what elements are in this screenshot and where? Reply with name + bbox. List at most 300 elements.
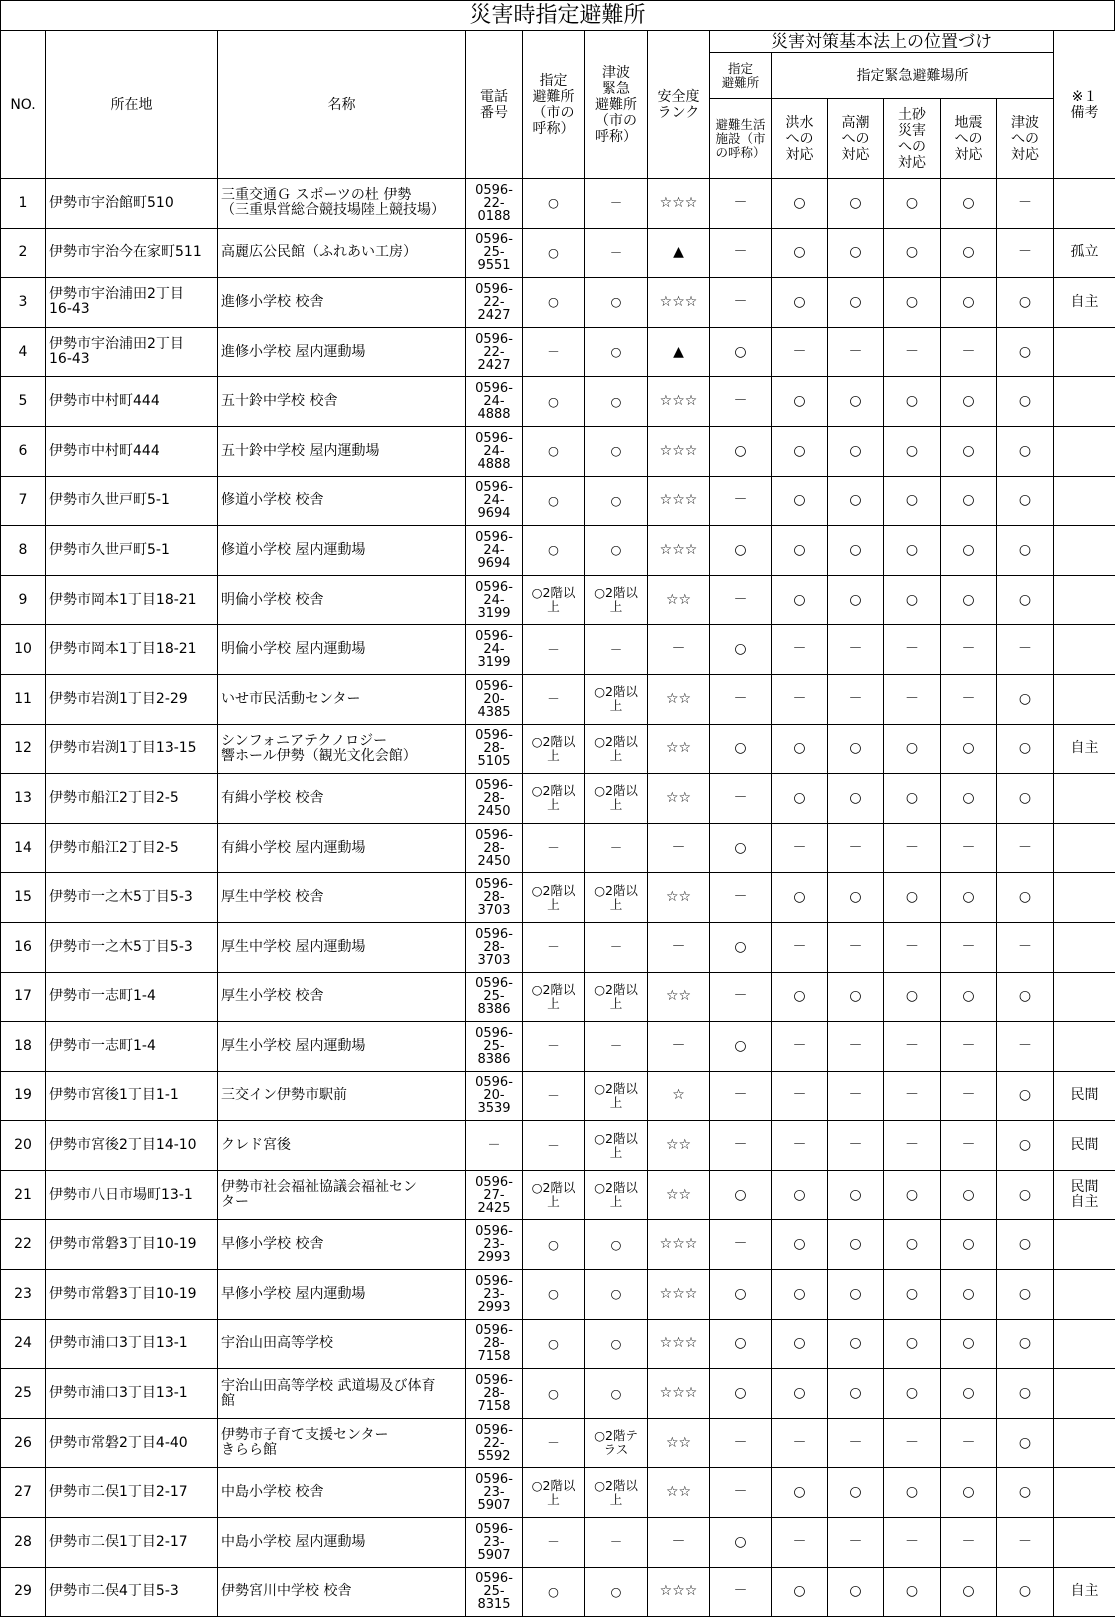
- cell-storm-surge: －: [828, 674, 884, 724]
- cell-no: 29: [1, 1567, 46, 1617]
- cell-flood: ○: [772, 1270, 828, 1320]
- cell-remarks: [1054, 476, 1115, 526]
- header-address: 所在地: [46, 31, 218, 179]
- cell-no: 25: [1, 1369, 46, 1419]
- cell-safety-rank: ☆☆☆: [648, 1319, 710, 1369]
- page-title: 災害時指定避難所: [0, 0, 1115, 30]
- cell-earthquake: ○: [941, 1468, 997, 1518]
- header-flood: 洪水 への 対応: [772, 99, 828, 179]
- cell-tsunami-shelter: ○2階以 上: [585, 1170, 648, 1220]
- cell-earthquake: ○: [941, 1270, 997, 1320]
- cell-living-facility: ○: [710, 1319, 772, 1369]
- cell-safety-rank: ☆☆: [648, 1418, 710, 1468]
- header-phone: 電話 番号: [466, 31, 523, 179]
- cell-safety-rank: －: [648, 625, 710, 675]
- cell-no: 2: [1, 228, 46, 278]
- table-row: [1, 575, 1115, 625]
- cell-no: 8: [1, 526, 46, 576]
- table-row: [1, 476, 1115, 526]
- cell-designated: ○2階以 上: [523, 724, 585, 774]
- cell-flood: －: [772, 1518, 828, 1568]
- cell-safety-rank: ☆☆: [648, 575, 710, 625]
- cell-flood: －: [772, 1022, 828, 1072]
- header-name: 名称: [218, 31, 466, 179]
- cell-tsunami-shelter: ○: [585, 327, 648, 377]
- cell-tsunami-response: ○: [997, 1220, 1054, 1270]
- cell-name: 修道小学校 屋内運動場: [218, 526, 466, 576]
- cell-storm-surge: ○: [828, 228, 884, 278]
- cell-earthquake: ○: [941, 724, 997, 774]
- cell-designated: －: [523, 1022, 585, 1072]
- cell-living-facility: ○: [710, 1022, 772, 1072]
- cell-designated: ○: [523, 228, 585, 278]
- table-row: [1, 1518, 1115, 1568]
- cell-flood: ○: [772, 575, 828, 625]
- cell-safety-rank: ▲: [648, 327, 710, 377]
- table-row: [1, 823, 1115, 873]
- cell-storm-surge: ○: [828, 774, 884, 824]
- cell-name: 進修小学校 校舎: [218, 278, 466, 328]
- cell-storm-surge: －: [828, 625, 884, 675]
- cell-living-facility: －: [710, 873, 772, 923]
- header-storm-surge: 高潮 への 対応: [828, 99, 884, 179]
- cell-living-facility: ○: [710, 426, 772, 476]
- cell-tsunami-response: ○: [997, 1170, 1054, 1220]
- cell-tsunami-shelter: －: [585, 625, 648, 675]
- cell-tsunami-response: ○: [997, 278, 1054, 328]
- cell-tsunami-shelter: ○2階以 上: [585, 1468, 648, 1518]
- cell-address: 伊勢市宮後2丁目14-10: [46, 1121, 218, 1171]
- cell-earthquake: ○: [941, 1567, 997, 1617]
- cell-remarks: [1054, 1518, 1115, 1568]
- cell-phone: 0596- 22- 2427: [466, 278, 523, 328]
- table-row: [1, 426, 1115, 476]
- cell-storm-surge: ○: [828, 377, 884, 427]
- cell-designated: ○: [523, 377, 585, 427]
- table-header: [1, 31, 1115, 179]
- cell-earthquake: －: [941, 1121, 997, 1171]
- cell-designated: ○: [523, 1319, 585, 1369]
- cell-safety-rank: －: [648, 823, 710, 873]
- cell-address: 伊勢市常磐2丁目4-40: [46, 1418, 218, 1468]
- table-row: [1, 1468, 1115, 1518]
- cell-phone: 0596- 24- 9694: [466, 526, 523, 576]
- cell-remarks: 自主: [1054, 724, 1115, 774]
- cell-no: 5: [1, 377, 46, 427]
- cell-address: 伊勢市宇治浦田2丁目 16-43: [46, 278, 218, 328]
- cell-earthquake: －: [941, 922, 997, 972]
- cell-phone: 0596- 24- 3199: [466, 625, 523, 675]
- cell-earthquake: ○: [941, 426, 997, 476]
- cell-living-facility: －: [710, 228, 772, 278]
- cell-designated: －: [523, 1418, 585, 1468]
- cell-address: 伊勢市二俣4丁目5-3: [46, 1567, 218, 1617]
- cell-earthquake: ○: [941, 1369, 997, 1419]
- cell-name: 伊勢市社会福祉協議会福祉セン ター: [218, 1170, 466, 1220]
- cell-name: 進修小学校 屋内運動場: [218, 327, 466, 377]
- cell-remarks: [1054, 575, 1115, 625]
- cell-storm-surge: ○: [828, 575, 884, 625]
- cell-name: シンフォニアテクノロジー 響ホール伊勢（観光文化会館）: [218, 724, 466, 774]
- cell-designated: －: [523, 922, 585, 972]
- cell-designated: ○: [523, 1270, 585, 1320]
- cell-phone: 0596- 28- 7158: [466, 1319, 523, 1369]
- table-row: [1, 1121, 1115, 1171]
- cell-living-facility: －: [710, 1567, 772, 1617]
- cell-tsunami-response: ○: [997, 327, 1054, 377]
- table-body: [1, 179, 1115, 1617]
- cell-tsunami-shelter: ○2階以 上: [585, 1071, 648, 1121]
- cell-storm-surge: －: [828, 1071, 884, 1121]
- cell-landslide: ○: [884, 526, 941, 576]
- cell-safety-rank: ☆☆: [648, 674, 710, 724]
- cell-storm-surge: ○: [828, 278, 884, 328]
- cell-living-facility: －: [710, 1071, 772, 1121]
- cell-address: 伊勢市中村町444: [46, 377, 218, 427]
- cell-landslide: ○: [884, 278, 941, 328]
- cell-remarks: [1054, 426, 1115, 476]
- cell-landslide: ○: [884, 1220, 941, 1270]
- cell-remarks: [1054, 873, 1115, 923]
- table-row: [1, 724, 1115, 774]
- table-row: [1, 1170, 1115, 1220]
- cell-earthquake: －: [941, 674, 997, 724]
- cell-phone: 0596- 22- 0188: [466, 179, 523, 229]
- header-remarks: ※１ 備考: [1054, 31, 1115, 179]
- cell-tsunami-shelter: －: [585, 823, 648, 873]
- cell-no: 18: [1, 1022, 46, 1072]
- cell-no: 6: [1, 426, 46, 476]
- cell-designated: ○2階以 上: [523, 873, 585, 923]
- header-landslide: 土砂 災害 への 対応: [884, 99, 941, 179]
- cell-phone: 0596- 25- 8386: [466, 972, 523, 1022]
- cell-designated: ○: [523, 1369, 585, 1419]
- cell-safety-rank: ☆☆: [648, 1170, 710, 1220]
- cell-address: 伊勢市宮後1丁目1-1: [46, 1071, 218, 1121]
- cell-living-facility: ○: [710, 526, 772, 576]
- cell-name: 宇治山田高等学校 武道場及び体育 館: [218, 1369, 466, 1419]
- cell-living-facility: ○: [710, 1170, 772, 1220]
- cell-storm-surge: ○: [828, 1468, 884, 1518]
- cell-tsunami-response: ○: [997, 873, 1054, 923]
- cell-earthquake: ○: [941, 179, 997, 229]
- cell-address: 伊勢市岩渕1丁目13-15: [46, 724, 218, 774]
- cell-landslide: ○: [884, 1468, 941, 1518]
- cell-designated: ○2階以 上: [523, 774, 585, 824]
- cell-living-facility: －: [710, 278, 772, 328]
- cell-flood: －: [772, 327, 828, 377]
- cell-earthquake: ○: [941, 1319, 997, 1369]
- cell-phone: 0596- 23- 2993: [466, 1220, 523, 1270]
- cell-address: 伊勢市一之木5丁目5-3: [46, 922, 218, 972]
- cell-tsunami-response: ○: [997, 1270, 1054, 1320]
- cell-name: いせ市民活動センター: [218, 674, 466, 724]
- cell-remarks: 孤立: [1054, 228, 1115, 278]
- shelter-table: [0, 30, 1115, 1617]
- cell-remarks: [1054, 1418, 1115, 1468]
- cell-living-facility: ○: [710, 1369, 772, 1419]
- cell-tsunami-response: ○: [997, 1468, 1054, 1518]
- cell-flood: ○: [772, 476, 828, 526]
- cell-designated: ○: [523, 1567, 585, 1617]
- cell-living-facility: ○: [710, 1270, 772, 1320]
- cell-storm-surge: －: [828, 1022, 884, 1072]
- cell-tsunami-response: ○: [997, 1567, 1054, 1617]
- cell-earthquake: ○: [941, 377, 997, 427]
- cell-name: 中島小学校 校舎: [218, 1468, 466, 1518]
- cell-address: 伊勢市浦口3丁目13-1: [46, 1369, 218, 1419]
- cell-safety-rank: ☆☆: [648, 873, 710, 923]
- cell-safety-rank: ☆☆: [648, 774, 710, 824]
- cell-no: 11: [1, 674, 46, 724]
- cell-no: 27: [1, 1468, 46, 1518]
- cell-address: 伊勢市常磐3丁目10-19: [46, 1220, 218, 1270]
- cell-tsunami-response: －: [997, 625, 1054, 675]
- cell-remarks: [1054, 1270, 1115, 1320]
- cell-tsunami-shelter: ○: [585, 476, 648, 526]
- cell-living-facility: －: [710, 377, 772, 427]
- cell-phone: 0596- 24- 4888: [466, 377, 523, 427]
- cell-flood: ○: [772, 526, 828, 576]
- cell-name: 早修小学校 校舎: [218, 1220, 466, 1270]
- cell-designated: －: [523, 625, 585, 675]
- cell-flood: ○: [772, 724, 828, 774]
- cell-tsunami-response: ○: [997, 575, 1054, 625]
- cell-flood: ○: [772, 228, 828, 278]
- cell-remarks: [1054, 674, 1115, 724]
- table-row: [1, 1369, 1115, 1419]
- cell-flood: －: [772, 922, 828, 972]
- cell-flood: ○: [772, 377, 828, 427]
- cell-tsunami-response: －: [997, 1022, 1054, 1072]
- cell-tsunami-response: －: [997, 179, 1054, 229]
- cell-living-facility: －: [710, 1468, 772, 1518]
- cell-no: 16: [1, 922, 46, 972]
- cell-no: 10: [1, 625, 46, 675]
- cell-tsunami-response: ○: [997, 1369, 1054, 1419]
- cell-address: 伊勢市宇治今在家町511: [46, 228, 218, 278]
- cell-name: 厚生小学校 屋内運動場: [218, 1022, 466, 1072]
- cell-address: 伊勢市二俣1丁目2-17: [46, 1518, 218, 1568]
- cell-phone: 0596- 22- 5592: [466, 1418, 523, 1468]
- cell-remarks: [1054, 377, 1115, 427]
- cell-tsunami-response: －: [997, 922, 1054, 972]
- cell-storm-surge: ○: [828, 1170, 884, 1220]
- cell-name: 明倫小学校 屋内運動場: [218, 625, 466, 675]
- cell-storm-surge: ○: [828, 476, 884, 526]
- cell-name: 早修小学校 屋内運動場: [218, 1270, 466, 1320]
- cell-phone: 0596- 24- 9694: [466, 476, 523, 526]
- cell-landslide: ○: [884, 575, 941, 625]
- cell-name: 厚生中学校 屋内運動場: [218, 922, 466, 972]
- cell-tsunami-shelter: ○2階以 上: [585, 1121, 648, 1171]
- cell-living-facility: ○: [710, 327, 772, 377]
- header-living-facility: 避難生活 施設（市 の呼称）: [710, 99, 772, 179]
- cell-designated: －: [523, 823, 585, 873]
- cell-safety-rank: －: [648, 1022, 710, 1072]
- cell-address: 伊勢市船江2丁目2-5: [46, 774, 218, 824]
- cell-earthquake: ○: [941, 774, 997, 824]
- cell-name: 高麗広公民館（ふれあい工房）: [218, 228, 466, 278]
- cell-tsunami-response: ○: [997, 1071, 1054, 1121]
- cell-earthquake: －: [941, 1518, 997, 1568]
- cell-tsunami-response: ○: [997, 972, 1054, 1022]
- cell-flood: ○: [772, 1567, 828, 1617]
- cell-phone: 0596- 23- 5907: [466, 1468, 523, 1518]
- cell-remarks: [1054, 1319, 1115, 1369]
- cell-storm-surge: －: [828, 1418, 884, 1468]
- header-designated: 指定 避難所 （市の 呼称）: [523, 31, 585, 179]
- cell-flood: ○: [772, 426, 828, 476]
- cell-designated: －: [523, 1121, 585, 1171]
- cell-earthquake: ○: [941, 228, 997, 278]
- cell-flood: －: [772, 1071, 828, 1121]
- cell-name: 厚生小学校 校舎: [218, 972, 466, 1022]
- cell-earthquake: ○: [941, 526, 997, 576]
- cell-flood: ○: [772, 1369, 828, 1419]
- cell-no: 13: [1, 774, 46, 824]
- cell-safety-rank: ▲: [648, 228, 710, 278]
- header-emergency-group: 指定緊急避難場所: [772, 53, 1054, 99]
- cell-storm-surge: ○: [828, 1319, 884, 1369]
- cell-storm-surge: ○: [828, 972, 884, 1022]
- cell-tsunami-shelter: －: [585, 228, 648, 278]
- cell-remarks: [1054, 1369, 1115, 1419]
- cell-name: 伊勢宮川中学校 校舎: [218, 1567, 466, 1617]
- table-row: [1, 377, 1115, 427]
- cell-landslide: ○: [884, 179, 941, 229]
- cell-safety-rank: ☆☆☆: [648, 278, 710, 328]
- cell-safety-rank: ☆☆☆: [648, 476, 710, 526]
- cell-no: 4: [1, 327, 46, 377]
- cell-living-facility: －: [710, 674, 772, 724]
- cell-tsunami-response: ○: [997, 1121, 1054, 1171]
- cell-landslide: ○: [884, 873, 941, 923]
- cell-flood: ○: [772, 774, 828, 824]
- cell-tsunami-response: ○: [997, 377, 1054, 427]
- cell-remarks: [1054, 972, 1115, 1022]
- cell-flood: ○: [772, 873, 828, 923]
- cell-landslide: ○: [884, 1369, 941, 1419]
- cell-address: 伊勢市久世戸町5-1: [46, 476, 218, 526]
- cell-living-facility: －: [710, 476, 772, 526]
- cell-remarks: [1054, 1022, 1115, 1072]
- cell-designated: －: [523, 674, 585, 724]
- cell-safety-rank: ☆☆☆: [648, 1270, 710, 1320]
- cell-tsunami-shelter: ○2階以 上: [585, 575, 648, 625]
- cell-address: 伊勢市一志町1-4: [46, 972, 218, 1022]
- cell-flood: ○: [772, 179, 828, 229]
- cell-remarks: [1054, 526, 1115, 576]
- cell-no: 23: [1, 1270, 46, 1320]
- cell-tsunami-response: ○: [997, 526, 1054, 576]
- cell-phone: －: [466, 1121, 523, 1171]
- cell-no: 19: [1, 1071, 46, 1121]
- cell-safety-rank: －: [648, 922, 710, 972]
- cell-living-facility: ○: [710, 823, 772, 873]
- cell-remarks: 自主: [1054, 278, 1115, 328]
- cell-earthquake: ○: [941, 476, 997, 526]
- cell-safety-rank: ☆☆: [648, 1121, 710, 1171]
- cell-flood: －: [772, 625, 828, 675]
- cell-phone: 0596- 25- 8386: [466, 1022, 523, 1072]
- table-row: [1, 1022, 1115, 1072]
- cell-phone: 0596- 24- 3199: [466, 575, 523, 625]
- table-row: [1, 278, 1115, 328]
- cell-safety-rank: ☆☆: [648, 724, 710, 774]
- cell-no: 9: [1, 575, 46, 625]
- cell-earthquake: －: [941, 327, 997, 377]
- cell-phone: 0596- 28- 3703: [466, 922, 523, 972]
- cell-landslide: －: [884, 327, 941, 377]
- cell-phone: 0596- 20- 4385: [466, 674, 523, 724]
- cell-no: 12: [1, 724, 46, 774]
- cell-remarks: [1054, 179, 1115, 229]
- cell-tsunami-response: ○: [997, 426, 1054, 476]
- header-safety-rank: 安全度 ランク: [648, 31, 710, 179]
- cell-phone: 0596- 28- 7158: [466, 1369, 523, 1419]
- cell-earthquake: ○: [941, 972, 997, 1022]
- cell-address: 伊勢市岡本1丁目18-21: [46, 575, 218, 625]
- cell-safety-rank: ☆☆☆: [648, 377, 710, 427]
- cell-designated: ○: [523, 476, 585, 526]
- cell-phone: 0596- 27- 2425: [466, 1170, 523, 1220]
- cell-storm-surge: ○: [828, 1220, 884, 1270]
- cell-name: 有緝小学校 屋内運動場: [218, 823, 466, 873]
- cell-name: 伊勢市子育て支援センター きらら館: [218, 1418, 466, 1468]
- cell-safety-rank: ☆☆☆: [648, 179, 710, 229]
- cell-phone: 0596- 28- 3703: [466, 873, 523, 923]
- cell-phone: 0596- 22- 2427: [466, 327, 523, 377]
- cell-address: 伊勢市船江2丁目2-5: [46, 823, 218, 873]
- cell-address: 伊勢市常磐3丁目10-19: [46, 1270, 218, 1320]
- cell-landslide: ○: [884, 377, 941, 427]
- cell-address: 伊勢市八日市場町13-1: [46, 1170, 218, 1220]
- table-row: [1, 327, 1115, 377]
- cell-safety-rank: ☆☆☆: [648, 426, 710, 476]
- cell-landslide: ○: [884, 1567, 941, 1617]
- header-earthquake: 地震 への 対応: [941, 99, 997, 179]
- cell-tsunami-response: ○: [997, 724, 1054, 774]
- cell-landslide: －: [884, 922, 941, 972]
- cell-safety-rank: ☆: [648, 1071, 710, 1121]
- cell-remarks: [1054, 327, 1115, 377]
- cell-storm-surge: －: [828, 327, 884, 377]
- cell-remarks: [1054, 774, 1115, 824]
- cell-no: 24: [1, 1319, 46, 1369]
- cell-phone: 0596- 28- 2450: [466, 774, 523, 824]
- table-row: [1, 1567, 1115, 1617]
- cell-designated: －: [523, 1518, 585, 1568]
- cell-name: 修道小学校 校舎: [218, 476, 466, 526]
- cell-address: 伊勢市浦口3丁目13-1: [46, 1319, 218, 1369]
- cell-phone: 0596- 20- 3539: [466, 1071, 523, 1121]
- cell-no: 20: [1, 1121, 46, 1171]
- table-row: [1, 1418, 1115, 1468]
- cell-landslide: ○: [884, 1270, 941, 1320]
- cell-landslide: －: [884, 823, 941, 873]
- table-row: [1, 674, 1115, 724]
- cell-safety-rank: ☆☆☆: [648, 1220, 710, 1270]
- cell-earthquake: ○: [941, 575, 997, 625]
- header-designated-shelter: 指定 避難所: [710, 53, 772, 99]
- cell-flood: －: [772, 1418, 828, 1468]
- cell-remarks: [1054, 823, 1115, 873]
- cell-storm-surge: ○: [828, 1270, 884, 1320]
- cell-remarks: 民間 自主: [1054, 1170, 1115, 1220]
- cell-landslide: －: [884, 1121, 941, 1171]
- cell-landslide: －: [884, 674, 941, 724]
